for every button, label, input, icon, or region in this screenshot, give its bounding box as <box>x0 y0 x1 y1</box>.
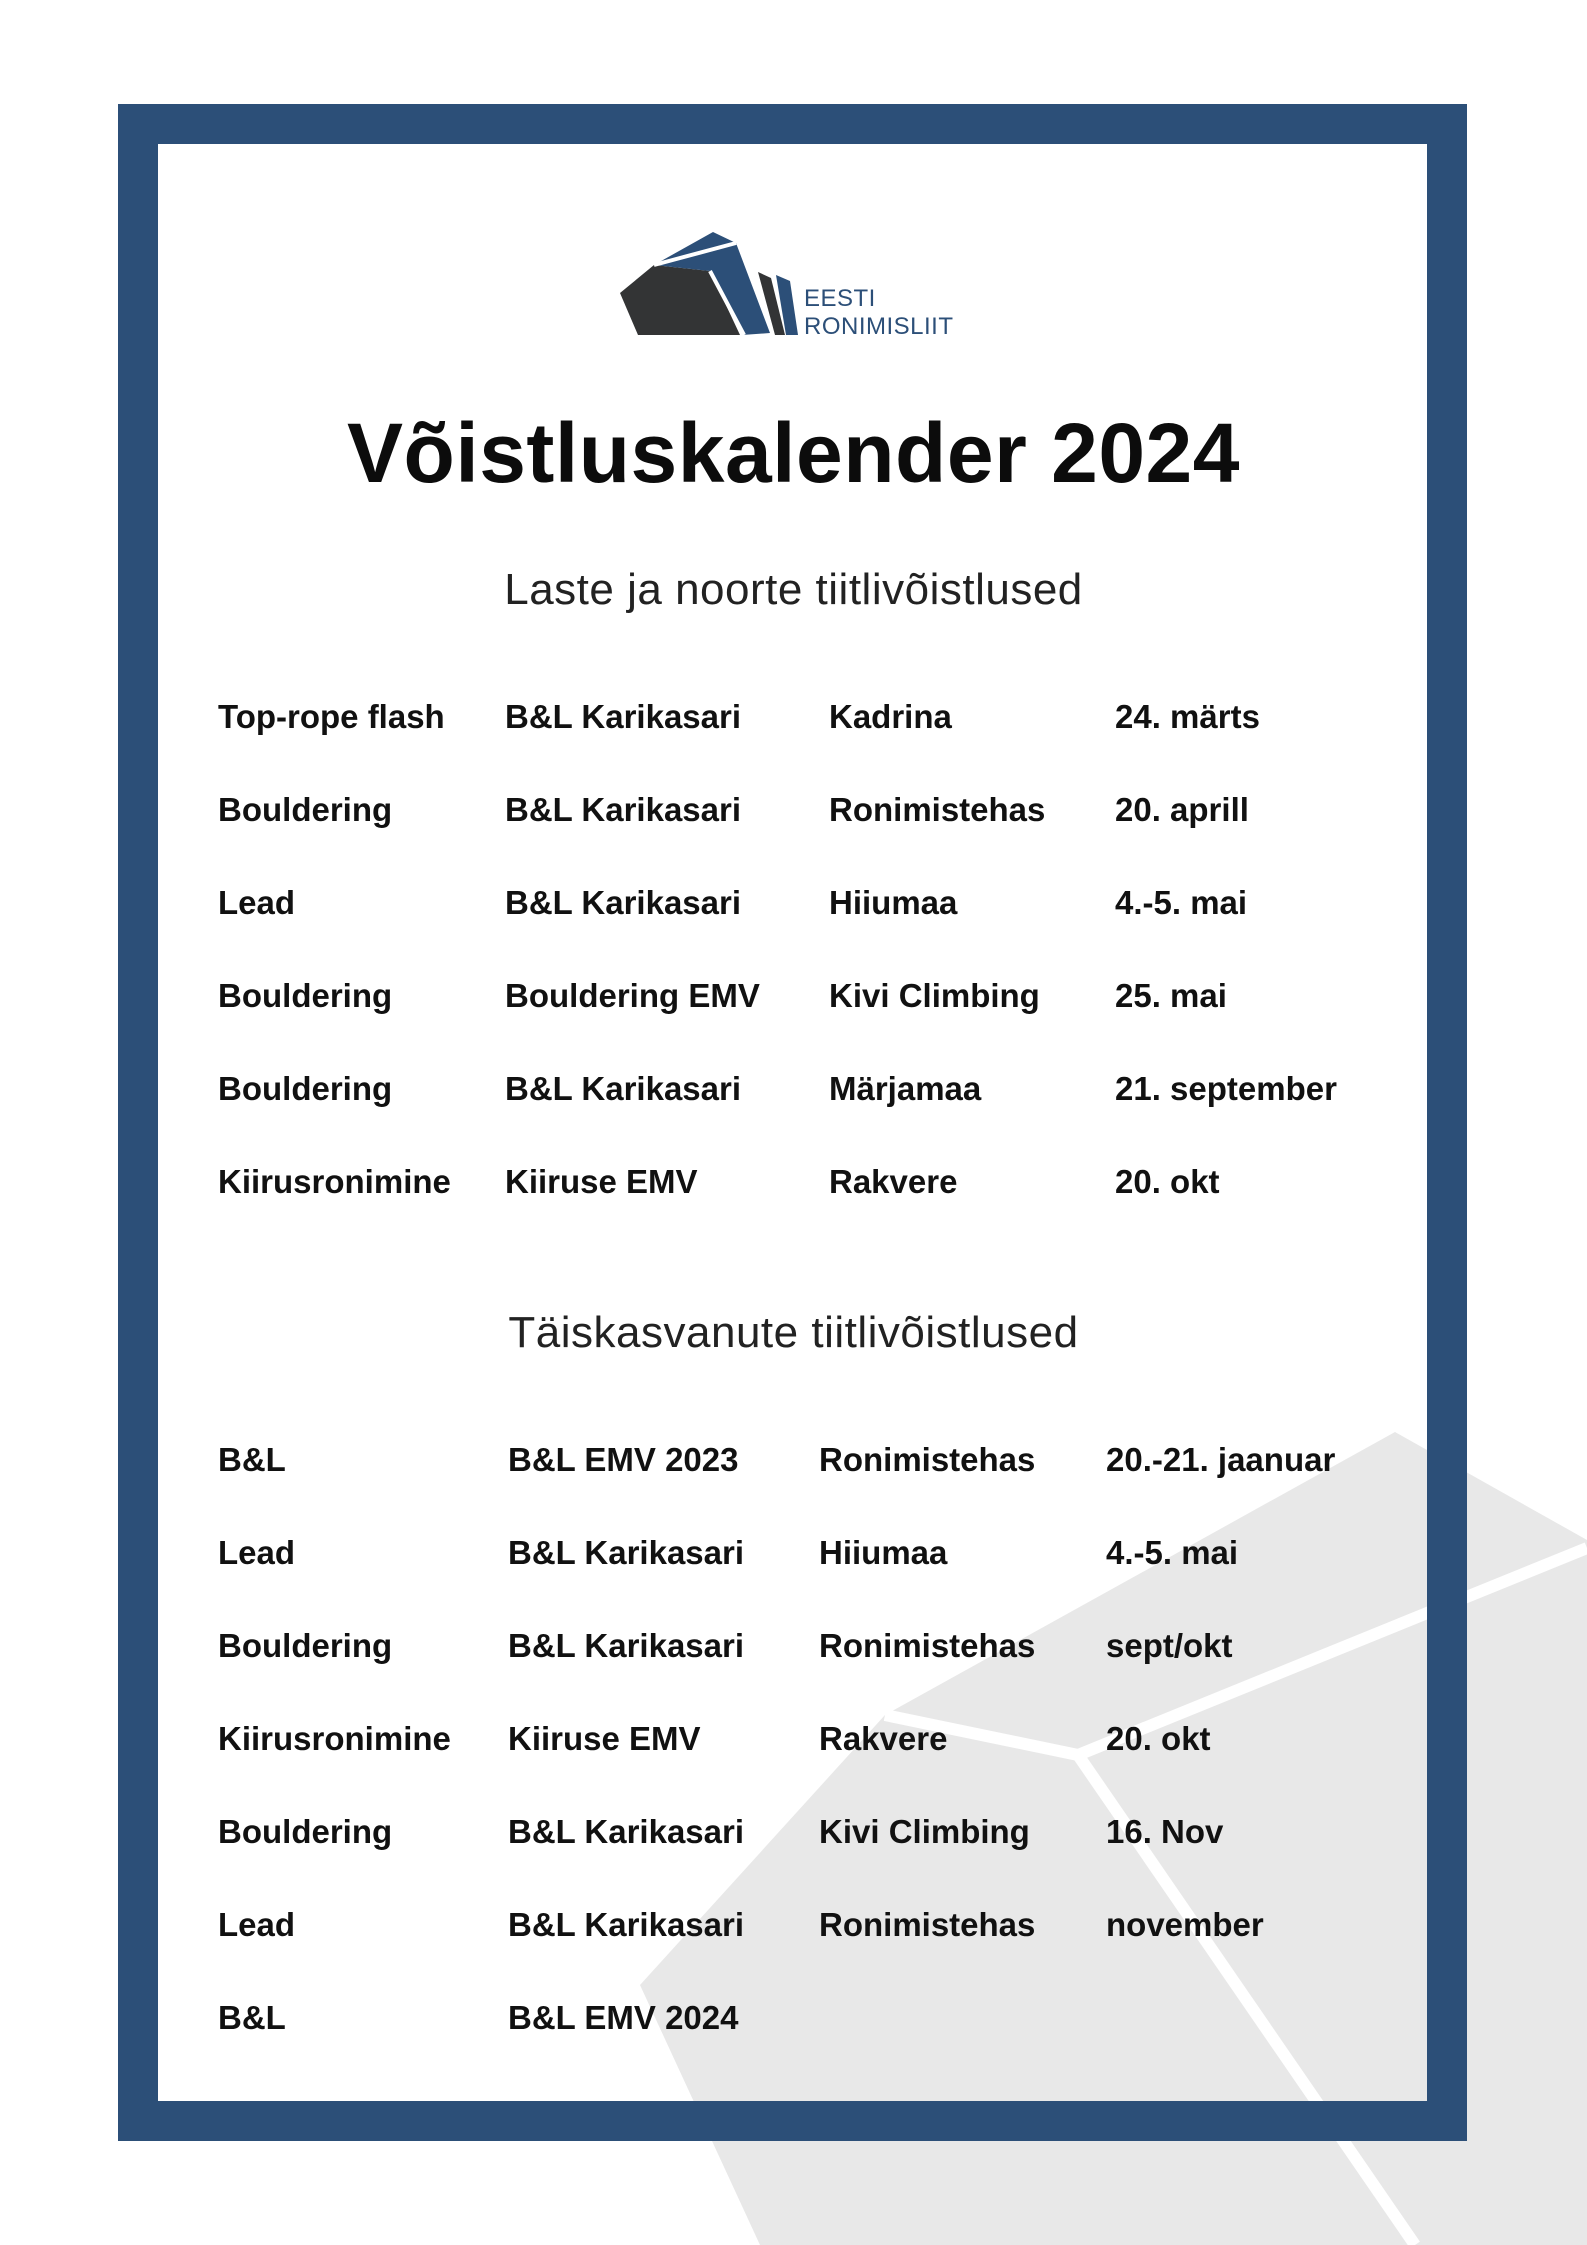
table-row <box>0 1064 1587 1114</box>
cell-event: B&L Karikasari <box>505 791 742 828</box>
cell-location: Ronimistehas <box>829 791 1046 828</box>
table-row <box>0 878 1587 928</box>
cell-date: 20.-21. jaanuar <box>1106 1441 1336 1478</box>
cell-location: Hiiumaa <box>819 1534 948 1571</box>
cell-discipline: Top-rope flash <box>218 698 445 735</box>
table-row <box>0 971 1587 1021</box>
cell-event: B&L Karikasari <box>505 884 742 921</box>
cell-date: 4.-5. mai <box>1106 1534 1239 1571</box>
cell-event: Kiiruse EMV <box>505 1163 698 1200</box>
cell-event: B&L Karikasari <box>508 1627 745 1664</box>
cell-event: Bouldering EMV <box>505 977 760 1014</box>
cell-date: 20. okt <box>1106 1720 1211 1757</box>
section-title-adults: Täiskasvanute tiitlivõistlused <box>508 1308 1079 1357</box>
cell-location: Ronimistehas <box>819 1441 1036 1478</box>
cell-date: 16. Nov <box>1106 1813 1224 1850</box>
cell-location: Kivi Climbing <box>819 1813 1030 1850</box>
cell-discipline: Bouldering <box>218 791 393 828</box>
cell-discipline: Lead <box>218 1906 296 1943</box>
cell-location: Kivi Climbing <box>829 977 1040 1014</box>
cell-location: Rakvere <box>819 1720 948 1757</box>
cell-discipline: Bouldering <box>218 1070 393 1107</box>
cell-event: B&L EMV 2023 <box>508 1441 739 1478</box>
table-row <box>0 1807 1587 1857</box>
section-title-kids: Laste ja noorte tiitlivõistlused <box>504 565 1083 614</box>
cell-date: 20. aprill <box>1115 791 1249 828</box>
cell-discipline: Bouldering <box>218 977 393 1014</box>
logo-line-2: RONIMISLIIT <box>804 313 954 340</box>
cell-location: Kadrina <box>829 698 952 735</box>
cell-discipline: Bouldering <box>218 1627 393 1664</box>
cell-discipline: Lead <box>218 1534 296 1571</box>
cell-event: B&L Karikasari <box>508 1906 745 1943</box>
cell-date: 24. märts <box>1115 698 1260 735</box>
cell-date: november <box>1106 1906 1264 1943</box>
cell-event: B&L EMV 2024 <box>508 1999 739 2036</box>
cell-location: Märjamaa <box>829 1070 982 1107</box>
cell-discipline: Kiirusronimine <box>218 1163 451 1200</box>
cell-date: 4.-5. mai <box>1115 884 1248 921</box>
cell-date: 20. okt <box>1115 1163 1220 1200</box>
cell-discipline: B&L <box>218 1441 286 1478</box>
cell-discipline: Kiirusronimine <box>218 1720 451 1757</box>
cell-discipline: B&L <box>218 1999 286 2036</box>
table-row <box>0 1435 1587 1485</box>
table-row <box>0 1528 1587 1578</box>
table-row <box>0 785 1587 835</box>
logo-line-1: EESTI <box>804 285 876 312</box>
table-row <box>0 1621 1587 1671</box>
cell-event: Kiiruse EMV <box>508 1720 701 1757</box>
table-row <box>0 1900 1587 1950</box>
cell-date: sept/okt <box>1106 1627 1233 1664</box>
cell-discipline: Lead <box>218 884 296 921</box>
cell-event: B&L Karikasari <box>508 1813 745 1850</box>
page-title: Võistluskalender 2024 <box>347 406 1240 500</box>
cell-location: Ronimistehas <box>819 1906 1036 1943</box>
logo-text <box>804 285 954 341</box>
table-row <box>0 1993 1587 2043</box>
cell-location: Ronimistehas <box>819 1627 1036 1664</box>
cell-discipline: Bouldering <box>218 1813 393 1850</box>
table-row <box>0 692 1587 742</box>
table-row <box>0 1714 1587 1764</box>
table-row <box>0 1157 1587 1207</box>
cell-event: B&L Karikasari <box>508 1534 745 1571</box>
cell-date: 21. september <box>1115 1070 1337 1107</box>
cell-location: Hiiumaa <box>829 884 958 921</box>
cell-date: 25. mai <box>1115 977 1227 1014</box>
cell-event: B&L Karikasari <box>505 1070 742 1107</box>
cell-event: B&L Karikasari <box>505 698 742 735</box>
cell-location: Rakvere <box>829 1163 958 1200</box>
